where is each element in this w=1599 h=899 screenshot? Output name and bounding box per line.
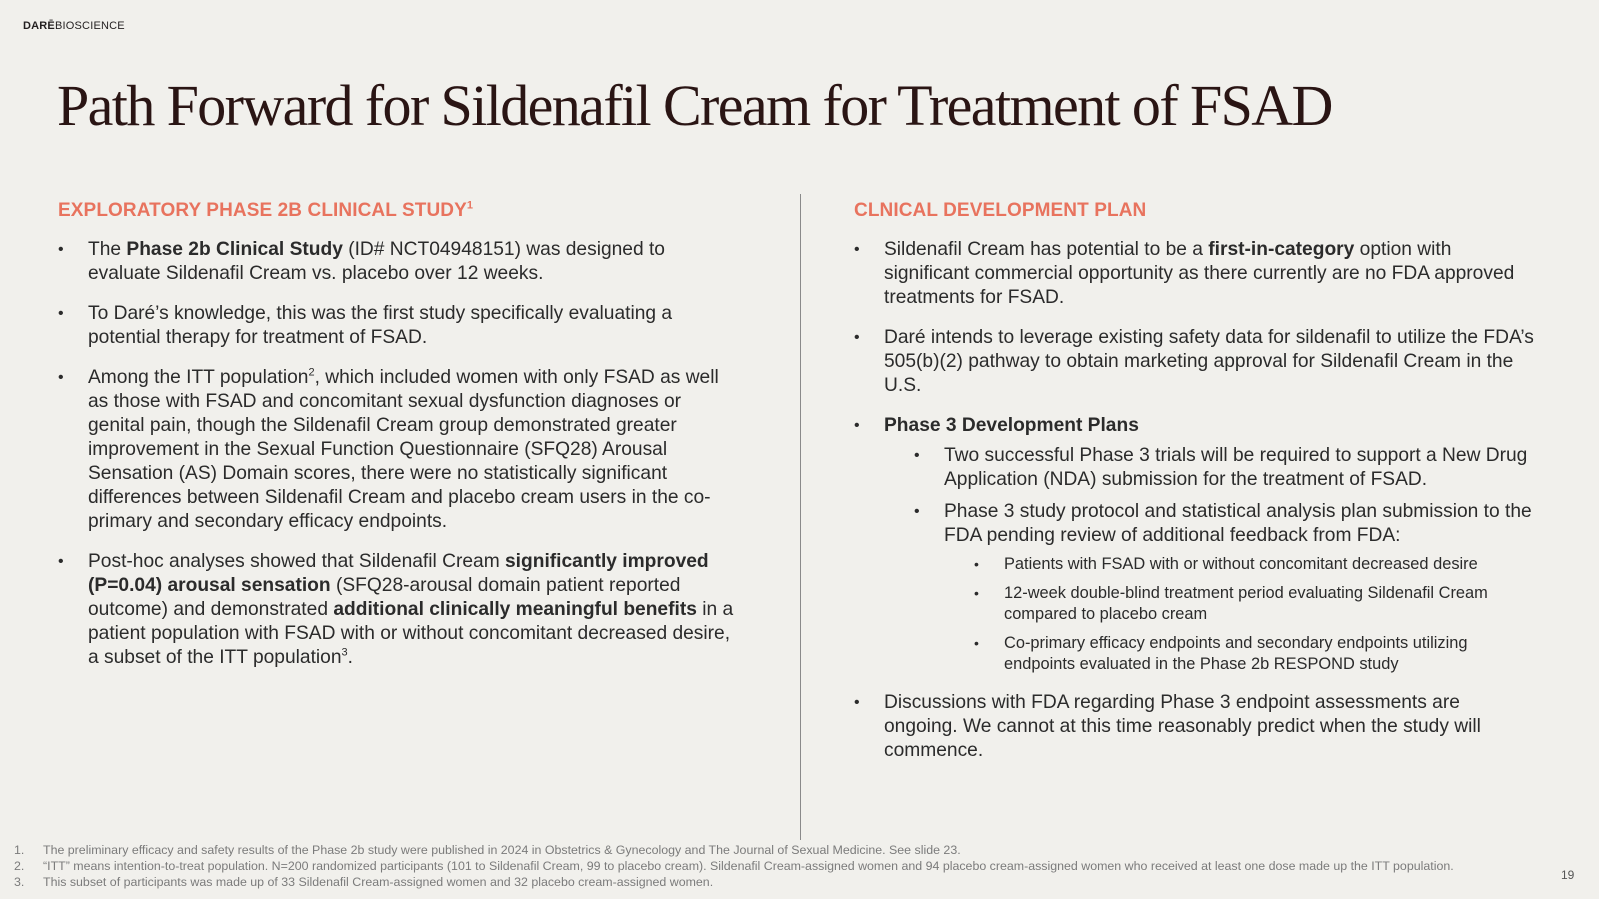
footnote-1	[14, 842, 1574, 858]
footnotes	[14, 842, 1574, 890]
footnote-ref: 2	[308, 366, 315, 379]
text: , which included women with only FSAD as well as those with FSAD and concomitant sexual dysfunction diagnoses or genital pain, though the Sildenafil Cream group demonstrated greater improvement in the Sexual Function Questionnaire (SFQ28) Arousal Sensation (AS) Domain scores, there were no statistically significant differences between Sildenafil Cream and placebo cream users in the co-primary and secondary efficacy endpoints.	[88, 367, 719, 532]
right-bullet-2: • Daré intends to leverage existing safety data for sildenafil to utilize the FDA’s 505(b)(2) pathway to obtain marketing approval for Sildenafil Cream in the U.S.	[854, 326, 1534, 398]
company-logo	[23, 20, 125, 32]
footnote-ref: 3	[341, 646, 348, 659]
phase3-sub-1: • Two successful Phase 3 trials will be required to support a New Drug Application (NDA) submission for the treatment of FSAD.	[884, 444, 1534, 492]
left-heading	[58, 200, 738, 222]
logo-bold: DARĒ	[23, 20, 55, 32]
footnote-2	[14, 858, 1574, 874]
left-heading-text: EXPLORATORY PHASE 2B CLINICAL STUDY	[58, 200, 467, 221]
phase3-subsub-1: • Patients with FSAD with or without concomitant decreased desire	[944, 554, 1534, 575]
text: Among the ITT population	[88, 367, 309, 388]
phase3-plans-label: Phase 3 Development Plans	[884, 415, 1139, 436]
right-bullet-1	[854, 238, 1534, 310]
text: in a patient population with FSAD with or without concomitant decreased desire, a subset of the ITT population	[88, 599, 734, 668]
text: (ID# NCT04948151) was designed to evaluate Sildenafil Cream vs. placebo over 12 weeks.	[88, 239, 665, 284]
right-bullet-list	[854, 238, 1534, 763]
footnote-number: 3.	[14, 875, 25, 889]
logo-rest: BIOSCIENCE	[54, 20, 125, 32]
left-bullet-3	[58, 366, 738, 534]
footnote-3	[14, 874, 1574, 890]
bold-text: Phase 2b Clinical Study	[126, 239, 343, 260]
text: Phase 3 study protocol and statistical analysis plan submission to the FDA pending review of additional feedback from FDA:	[944, 501, 1532, 546]
text: The	[88, 239, 127, 260]
right-bullet-3	[854, 414, 1534, 675]
text: Post-hoc analyses showed that Sildenafil Cream	[88, 551, 506, 572]
footnote-text: This subset of participants was made up of 33 Sildenafil Cream-assigned women and 32 placebo cream-assigned women.	[43, 875, 714, 889]
text: option with significant commercial opportunity as there currently are no FDA approved treatments for FSAD.	[884, 239, 1515, 308]
bold-text: first-in-category	[1208, 239, 1355, 260]
text: .	[347, 647, 353, 668]
footnote-text: “ITT” means intention-to-treat population. N=200 randomized participants (101 to Sildenafil Cream, 99 to placebo cream). Sildenafil Cream-assigned women and 94 placebo cream-assigned women who received at least one dose made up the ITT population.	[43, 859, 1454, 873]
text: Sildenafil Cream has potential to be a	[884, 239, 1209, 260]
footnote-text: The preliminary efficacy and safety results of the Phase 2b study were published in 2024 in Obstetrics & Gynecology and The Journal of Sexual Medicine. See slide 23.	[43, 843, 961, 857]
left-bullet-4	[58, 550, 738, 670]
slide-title: Path Forward for Sildenafil Cream for Treatment of FSAD	[57, 73, 1332, 138]
phase3-subsub-2: • 12-week double-blind treatment period evaluating Sildenafil Cream compared to placebo cream	[944, 583, 1534, 625]
phase3-sub-2	[884, 500, 1534, 675]
right-column	[854, 200, 1534, 779]
left-bullet-list	[58, 238, 738, 670]
page-number: 19	[1561, 868, 1575, 882]
column-divider	[800, 194, 801, 840]
text: (SFQ28-arousal domain patient reported outcome) and demonstrated	[88, 575, 681, 620]
left-column	[58, 200, 738, 686]
phase3-subsub-3: • Co-primary efficacy endpoints and secondary endpoints utilizing endpoints evaluated in the Phase 2b RESPOND study	[944, 633, 1534, 675]
left-heading-footnote-ref: 1	[466, 199, 474, 212]
right-heading: CLNICAL DEVELOPMENT PLAN	[854, 200, 1147, 221]
left-bullet-2: • To Daré’s knowledge, this was the first study specifically evaluating a potential therapy for treatment of FSAD.	[58, 302, 738, 350]
left-bullet-1	[58, 238, 738, 286]
bold-text: significantly improved (P=0.04) arousal sensation	[88, 551, 709, 596]
phase3-subsub-list	[944, 554, 1534, 675]
footnote-number: 2.	[14, 859, 25, 873]
footnote-number: 1.	[14, 843, 25, 857]
bold-text: additional clinically meaningful benefits	[333, 599, 697, 620]
phase3-sub-list	[884, 444, 1534, 675]
right-bullet-4: • Discussions with FDA regarding Phase 3 endpoint assessments are ongoing. We cannot at this time reasonably predict when the study will commence.	[854, 691, 1534, 763]
